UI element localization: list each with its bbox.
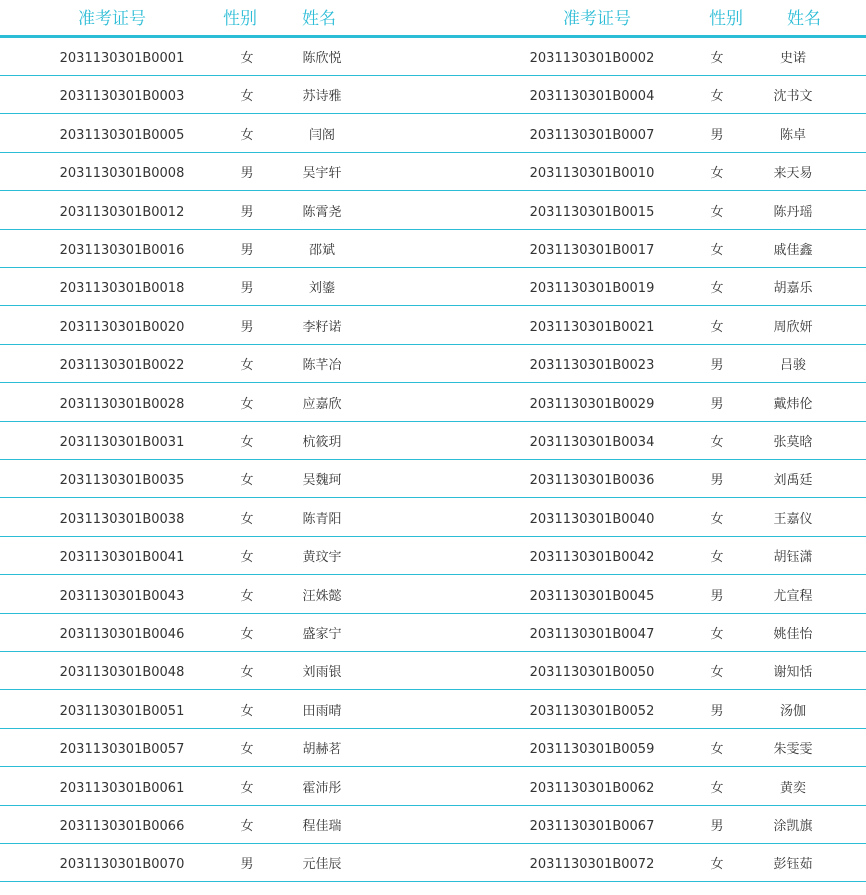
- table-row: [0, 268, 866, 306]
- gender-left: 女: [240, 550, 254, 566]
- name-left: 杭筱玥: [302, 435, 342, 450]
- table-row: [0, 768, 866, 806]
- gender-right: 女: [710, 51, 724, 66]
- gender-left: 女: [240, 473, 254, 489]
- gender-right: 女: [710, 857, 724, 873]
- name-right: 彭钰茹: [773, 857, 813, 873]
- name-left: 胡赫茗: [302, 742, 342, 758]
- exam-id-left: 2031130301B0001: [59, 51, 185, 66]
- exam-id-left: 2031130301B0051: [59, 703, 185, 719]
- exam-id-left: 2031130301B0061: [59, 780, 185, 796]
- name-left: 闫阁: [308, 127, 336, 143]
- exam-id-right: 2031130301B0036: [529, 473, 655, 489]
- name-left: 吴宇轩: [302, 166, 342, 182]
- exam-id-left: 2031130301B0043: [59, 588, 185, 604]
- header-name-left: 姓名: [302, 9, 336, 29]
- exam-id-right: 2031130301B0040: [529, 511, 655, 527]
- exam-id-right: 2031130301B0062: [529, 780, 655, 796]
- name-right: 吕骏: [779, 358, 807, 374]
- exam-id-left: 2031130301B0035: [59, 473, 185, 489]
- name-right: 黄奕: [779, 780, 807, 796]
- gender-left: 女: [240, 588, 254, 604]
- gender-left: 男: [240, 166, 254, 182]
- table-row: [0, 38, 866, 76]
- gender-right: 男: [710, 396, 724, 412]
- exam-id-left: 2031130301B0022: [59, 358, 185, 374]
- table-row: [0, 230, 866, 268]
- gender-right: 女: [710, 204, 724, 220]
- name-left: 田雨晴: [302, 703, 342, 719]
- table-row: [0, 192, 866, 230]
- gender-right: 女: [710, 627, 724, 642]
- exam-id-left: 2031130301B0038: [59, 511, 185, 527]
- gender-left: 女: [240, 703, 254, 719]
- exam-id-left: 2031130301B0070: [59, 857, 185, 873]
- name-right: 王嘉仪: [773, 511, 813, 527]
- gender-left: 女: [240, 396, 254, 412]
- name-left: 霍沛彤: [302, 780, 342, 796]
- name-left: 应嘉欣: [302, 396, 342, 412]
- table-header: [0, 0, 866, 38]
- name-left: 陈欣悦: [302, 51, 342, 66]
- table-row: [0, 76, 866, 114]
- exam-id-left: 2031130301B0046: [59, 627, 185, 642]
- table-row: [0, 844, 866, 882]
- exam-id-left: 2031130301B0057: [59, 742, 185, 758]
- gender-left: 男: [240, 243, 254, 258]
- exam-id-right: 2031130301B0017: [529, 243, 655, 258]
- name-left: 陈霄尧: [302, 204, 342, 220]
- name-right: 陈丹瑶: [773, 204, 813, 220]
- gender-right: 男: [710, 473, 724, 489]
- exam-id-right: 2031130301B0015: [529, 204, 655, 220]
- name-right: 姚佳怡: [773, 627, 813, 642]
- table-row: [0, 460, 866, 498]
- table-row: [0, 115, 866, 153]
- name-left: 李籽诺: [302, 319, 342, 335]
- name-right: 汤伽: [779, 703, 807, 719]
- table-row: [0, 537, 866, 575]
- gender-right: 女: [710, 166, 724, 182]
- gender-left: 女: [240, 627, 254, 642]
- name-left: 邵斌: [308, 243, 336, 258]
- gender-left: 女: [240, 127, 254, 143]
- exam-id-right: 2031130301B0029: [529, 396, 655, 412]
- header-gender-left: 性别: [223, 9, 257, 29]
- table-row: [0, 153, 866, 191]
- name-right: 胡嘉乐: [773, 281, 813, 297]
- exam-id-right: 2031130301B0004: [529, 89, 655, 105]
- exam-id-left: 2031130301B0048: [59, 665, 185, 681]
- exam-id-right: 2031130301B0023: [529, 358, 655, 374]
- header-name-right: 姓名: [787, 9, 821, 29]
- gender-right: 女: [710, 511, 724, 527]
- exam-id-right: 2031130301B0050: [529, 665, 655, 681]
- table-row: [0, 576, 866, 614]
- exam-id-right: 2031130301B0042: [529, 550, 655, 566]
- name-left: 刘鎏: [308, 281, 336, 297]
- gender-right: 男: [710, 819, 724, 834]
- name-right: 涂凯旗: [773, 819, 813, 834]
- name-left: 黄玟宇: [302, 550, 342, 566]
- name-right: 戚佳鑫: [773, 243, 813, 258]
- exam-id-left: 2031130301B0003: [59, 89, 185, 105]
- gender-right: 女: [710, 243, 724, 258]
- exam-id-left: 2031130301B0020: [59, 319, 185, 335]
- name-left: 盛家宁: [302, 627, 342, 642]
- table-row: [0, 499, 866, 537]
- name-right: 谢知恬: [773, 665, 813, 681]
- gender-right: 女: [710, 319, 724, 335]
- gender-left: 男: [240, 319, 254, 335]
- name-right: 陈卓: [779, 127, 807, 143]
- gender-left: 男: [240, 281, 254, 297]
- gender-right: 女: [710, 780, 724, 796]
- header-gender-right: 性别: [709, 9, 743, 29]
- gender-left: 男: [240, 857, 254, 873]
- name-right: 周欣妍: [773, 319, 813, 335]
- gender-left: 女: [240, 89, 254, 105]
- exam-id-left: 2031130301B0016: [59, 243, 185, 258]
- gender-right: 女: [710, 89, 724, 105]
- exam-id-right: 2031130301B0072: [529, 857, 655, 873]
- exam-id-right: 2031130301B0047: [529, 627, 655, 642]
- name-right: 沈书文: [773, 89, 813, 105]
- gender-right: 男: [710, 358, 724, 374]
- name-left: 程佳瑞: [302, 819, 342, 834]
- name-left: 苏诗雅: [302, 89, 342, 105]
- exam-id-left: 2031130301B0066: [59, 819, 185, 834]
- gender-left: 女: [240, 665, 254, 681]
- exam-id-left: 2031130301B0028: [59, 396, 185, 412]
- gender-right: 女: [710, 550, 724, 566]
- gender-left: 女: [240, 51, 254, 66]
- name-left: 陈芊冶: [302, 358, 342, 374]
- name-right: 史诺: [779, 51, 807, 66]
- name-right: 刘禹廷: [773, 473, 813, 489]
- table-row: [0, 806, 866, 844]
- exam-id-right: 2031130301B0067: [529, 819, 655, 834]
- table-row: [0, 384, 866, 422]
- gender-left: 女: [240, 435, 254, 450]
- name-left: 陈青阳: [302, 511, 342, 527]
- exam-id-right: 2031130301B0007: [529, 127, 655, 143]
- gender-left: 女: [240, 358, 254, 374]
- gender-right: 女: [710, 665, 724, 681]
- table-row: [0, 422, 866, 460]
- table-row: [0, 345, 866, 383]
- gender-right: 女: [710, 742, 724, 758]
- gender-right: 女: [710, 281, 724, 297]
- gender-right: 女: [710, 435, 724, 450]
- name-right: 胡钰潇: [773, 550, 813, 566]
- name-right: 张莫晗: [773, 435, 813, 450]
- name-right: 戴炜伦: [773, 396, 813, 412]
- exam-id-right: 2031130301B0021: [529, 319, 655, 335]
- gender-left: 女: [240, 742, 254, 758]
- name-right: 尤宣程: [773, 588, 813, 604]
- exam-id-left: 2031130301B0041: [59, 550, 185, 566]
- header-exam-id-left: 准考证号: [78, 9, 146, 29]
- header-exam-id-right: 准考证号: [563, 9, 631, 29]
- table-row: [0, 729, 866, 767]
- name-left: 刘雨银: [302, 665, 342, 681]
- exam-id-right: 2031130301B0019: [529, 281, 655, 297]
- gender-right: 男: [710, 703, 724, 719]
- table-row: [0, 652, 866, 690]
- exam-id-right: 2031130301B0002: [529, 51, 655, 66]
- gender-left: 女: [240, 819, 254, 834]
- gender-right: 男: [710, 588, 724, 604]
- table-row: [0, 614, 866, 652]
- exam-id-right: 2031130301B0059: [529, 742, 655, 758]
- name-left: 吴魏珂: [302, 473, 342, 489]
- name-right: 来天易: [773, 166, 813, 182]
- exam-id-right: 2031130301B0052: [529, 703, 655, 719]
- gender-left: 男: [240, 204, 254, 220]
- exam-id-left: 2031130301B0031: [59, 435, 185, 450]
- exam-id-left: 2031130301B0008: [59, 166, 185, 182]
- exam-id-left: 2031130301B0018: [59, 281, 185, 297]
- table-row: [0, 307, 866, 345]
- gender-left: 女: [240, 780, 254, 796]
- gender-left: 女: [240, 511, 254, 527]
- exam-id-left: 2031130301B0012: [59, 204, 185, 220]
- name-left: 汪姝懿: [302, 588, 342, 604]
- name-right: 朱雯雯: [773, 742, 813, 758]
- exam-id-right: 2031130301B0034: [529, 435, 655, 450]
- name-left: 元佳辰: [302, 857, 342, 873]
- row-divider: [0, 881, 866, 882]
- exam-id-right: 2031130301B0010: [529, 166, 655, 182]
- gender-right: 男: [710, 127, 724, 143]
- exam-id-left: 2031130301B0005: [59, 127, 185, 143]
- table-row: [0, 691, 866, 729]
- exam-id-right: 2031130301B0045: [529, 588, 655, 604]
